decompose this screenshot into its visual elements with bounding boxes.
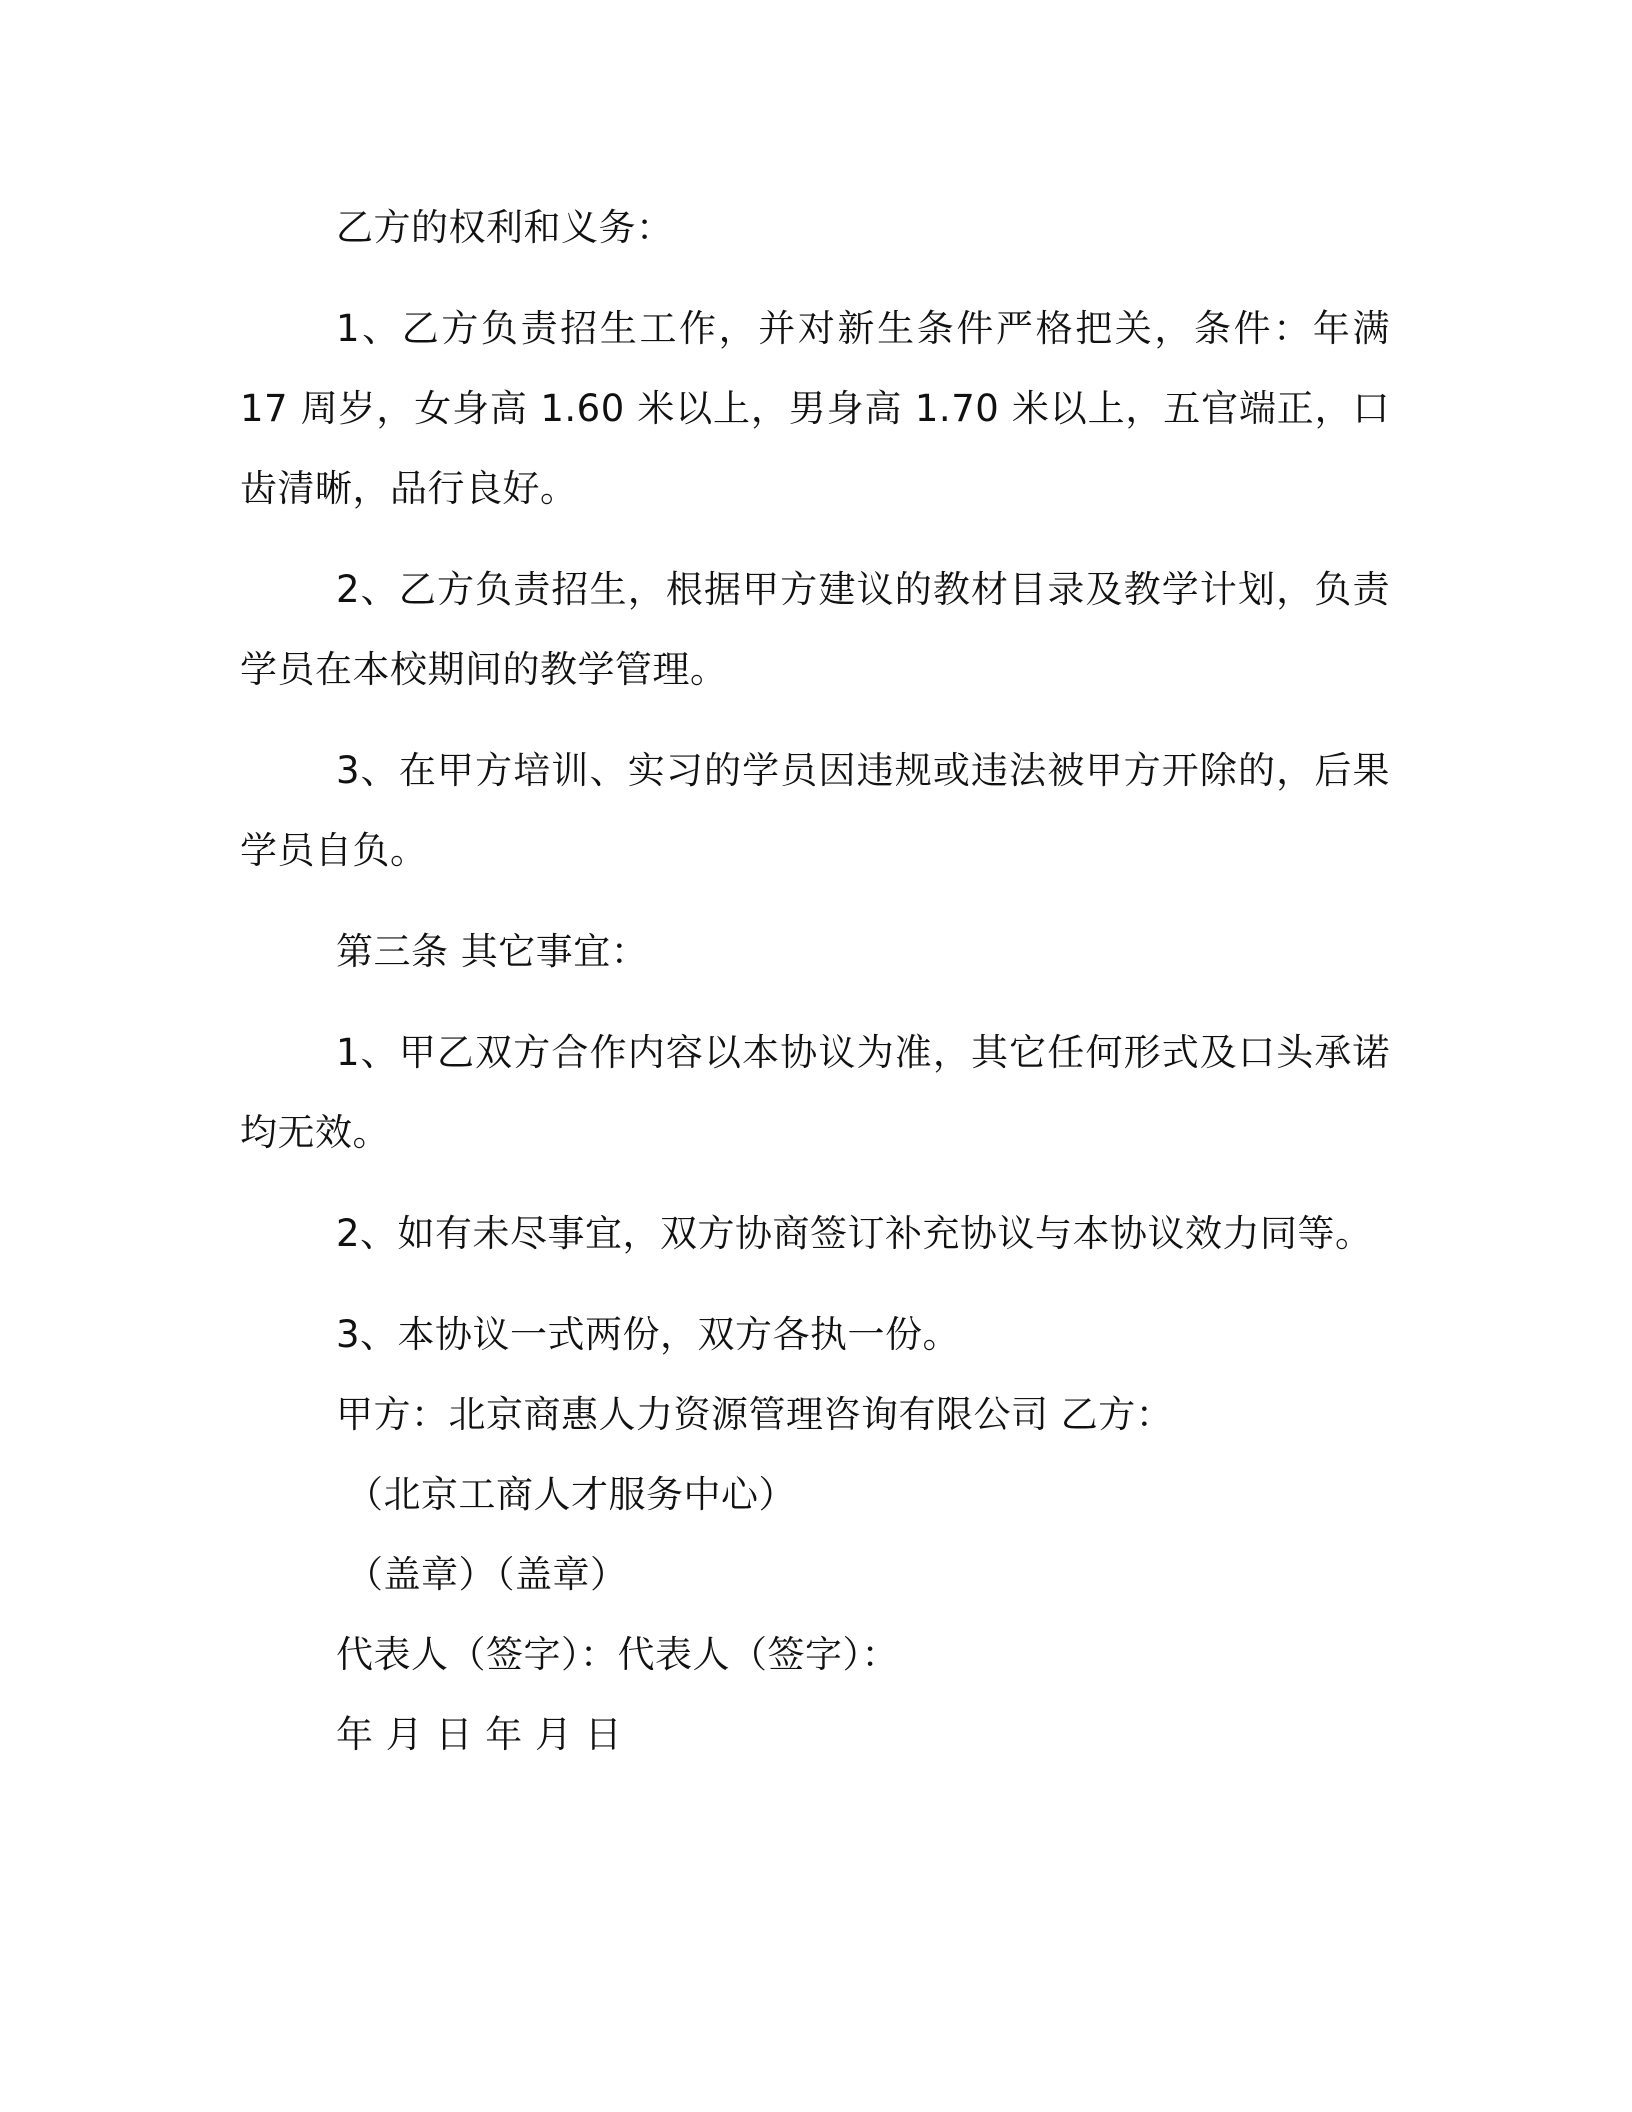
other-matters-clause-2: 2、如有未尽事宜，双方协商签订补充协议与本协议效力同等。 bbox=[336, 1212, 1373, 1255]
other-matters-clause-1: 1、甲乙双方合作内容以本协议为准，其它任何形式及口头承诺均无效。 bbox=[240, 1031, 1390, 1154]
clause-3-expulsion-consequences: 3、在甲方培训、实习的学员因违规或违法被甲方开除的，后果学员自负。 bbox=[240, 749, 1390, 872]
clause-2-teaching-management: 2、乙方负责招生，根据甲方建议的教材目录及教学计划，负责学员在本校期间的教学管理。 bbox=[240, 568, 1390, 691]
article-3-heading: 第三条 其它事宜： bbox=[336, 930, 649, 973]
document-body bbox=[240, 188, 1390, 1775]
section-heading-party-b-rights: 乙方的权利和义务： bbox=[336, 206, 674, 249]
signature-seal-line: （盖章）（盖章） bbox=[346, 1553, 628, 1596]
signature-representative-line: 代表人（签字）：代表人（签字）： bbox=[336, 1633, 899, 1676]
signature-center-line: （北京工商人才服务中心） bbox=[346, 1473, 796, 1516]
signature-date-line: 年 月 日 年 月 日 bbox=[336, 1713, 623, 1756]
signature-parties-line: 甲方：北京商惠人力资源管理咨询有限公司 乙方： bbox=[336, 1393, 1174, 1436]
clause-1-recruitment-conditions: 1、乙方负责招生工作，并对新生条件严格把关，条件：年满 17 周岁，女身高 1.60 米以上，男身高 1.70 米以上，五官端正，口齿清晰，品行良好。 bbox=[240, 307, 1390, 510]
other-matters-clause-3: 3、本协议一式两份，双方各执一份。 bbox=[336, 1313, 961, 1356]
